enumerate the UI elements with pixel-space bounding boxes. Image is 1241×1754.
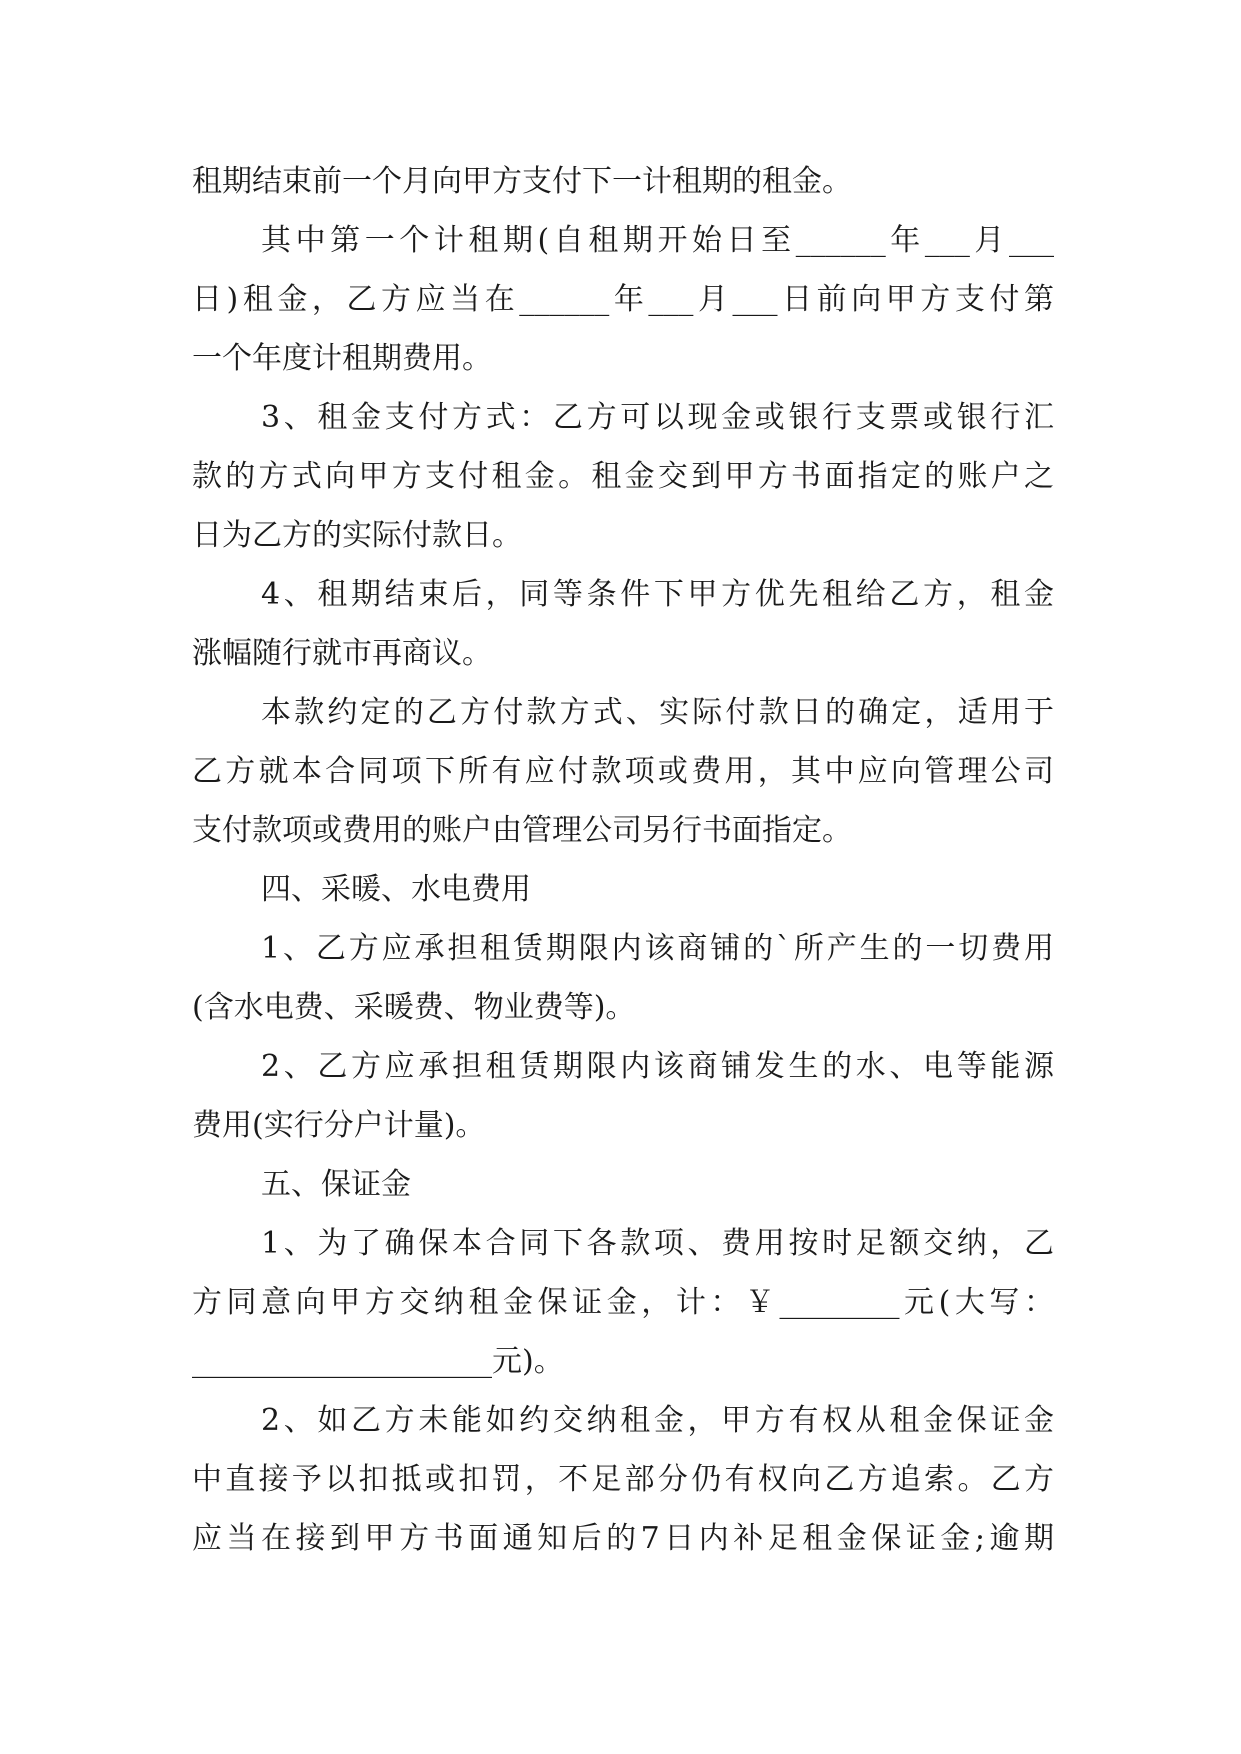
text-line: 1、为了确保本合同下各款项、费用按时足额交纳，乙 [261,1226,1054,1261]
text-line: 本款约定的乙方付款方式、实际付款日的确定，适用于 [261,695,1054,730]
text-line: 费用(实行分户计量)。 [192,1108,486,1143]
text-line: 应当在接到甲方书面通知后的7日内补足租金保证金;逾期 [192,1521,1054,1556]
text-line: 中直接予以扣抵或扣罚，不足部分仍有权向乙方追索。乙方 [192,1462,1054,1497]
text-line: 3、租金支付方式：乙方可以现金或银行支票或银行汇 [261,400,1054,435]
text-line: 其中第一个计租期(自租期开始日至______年___月___ [261,223,1054,258]
text-line: (含水电费、采暖费、物业费等)。 [192,990,636,1025]
text-line: 1、乙方应承担租赁期限内该商铺的`所产生的一切费用 [261,931,1054,966]
text-line: 租期结束前一个月向甲方支付下一计租期的租金。 [192,164,852,199]
text-line: 款的方式向甲方支付租金。租金交到甲方书面指定的账户之 [192,459,1054,494]
text-line: 方同意向甲方交纳租金保证金，计：￥________元(大写： [192,1285,1054,1320]
text-line: 4、租期结束后，同等条件下甲方优先租给乙方，租金 [261,577,1054,612]
text-line: 日)租金，乙方应当在______年___月___日前向甲方支付第 [192,282,1054,317]
section-heading: 五、保证金 [261,1167,411,1202]
section-heading: 四、采暖、水电费用 [261,872,531,907]
text-line: 涨幅随行就市再商议。 [192,636,492,671]
text-line: 日为乙方的实际付款日。 [192,518,522,553]
document-body [192,152,1054,1568]
text-line: ____________________元)。 [192,1344,564,1379]
text-line: 乙方就本合同项下所有应付款项或费用，其中应向管理公司 [192,754,1054,789]
text-line: 2、乙方应承担租赁期限内该商铺发生的水、电等能源 [261,1049,1054,1084]
text-line: 一个年度计租期费用。 [192,341,492,376]
text-line: 2、如乙方未能如约交纳租金，甲方有权从租金保证金 [261,1403,1054,1438]
text-line: 支付款项或费用的账户由管理公司另行书面指定。 [192,813,852,848]
